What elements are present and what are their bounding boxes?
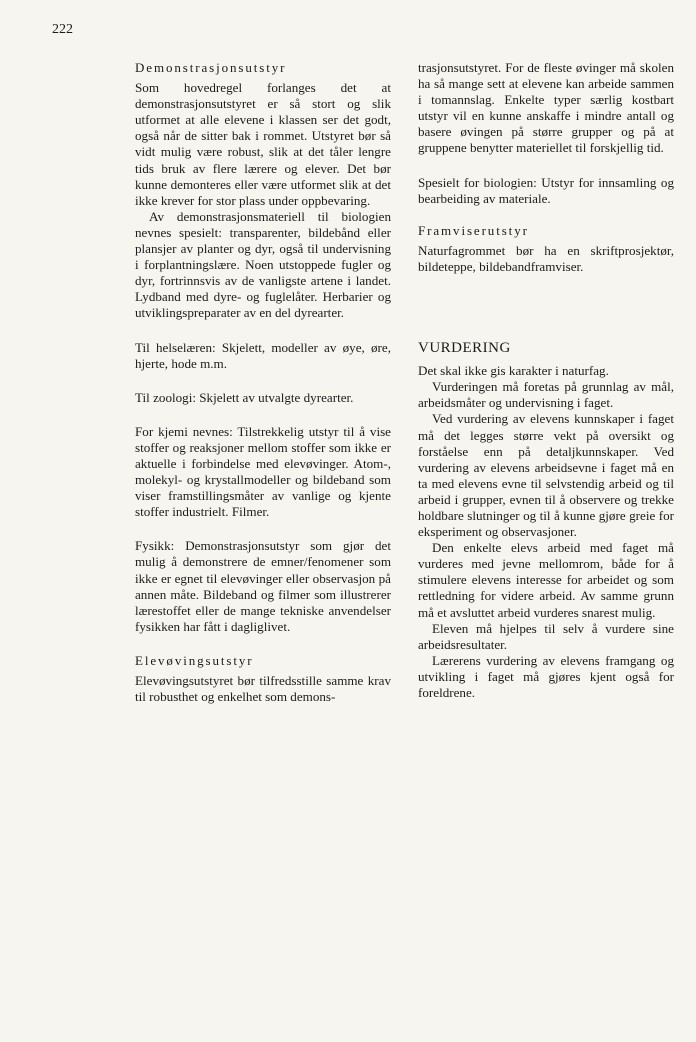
paragraph-demonstrasjon-1: Som hovedregel forlanges det at demonstrasjonsutstyret er så stort og slik utformet at alle elevene i klassen ser det godt, også når de sitter bak i rommet. Utstyret bør så vidt mulig være robust, slik at det tåler lengre tids bruk av flere lærere og elever. Det bør kunne demonteres eller være utformet slik at det ikke krever for stor plass under oppbevaring.	[135, 80, 391, 208]
right-column	[418, 60, 674, 701]
paragraph-continuation: trasjonsutstyret. For de fleste øvinger må skolen ha så mange sett at elevene kan arbeide sammen i tomannslag. Enkelte typer særlig kostbart utstyr vil en kunne anskaffe i mindre antall og basere øvingen på større grupper og på at gruppene benytter materiellet til forskjellig tid.	[418, 60, 674, 156]
paragraph-helselaeren: Til helselæren: Skjelett, modeller av øye, øre, hjerte, hode m.m.	[135, 339, 391, 371]
paragraph-biologien: Spesielt for biologien: Utstyr for innsamling og bearbeiding av materiale.	[418, 174, 674, 206]
paragraph-vurdering-2: Vurderingen må foretas på grunnlag av mål, arbeidsmåter og undervisning i faget.	[418, 379, 674, 411]
paragraph-elevovings-1: Elevøvingsutstyret bør tilfredsstille samme krav til robusthet og enkelhet som demons-	[135, 673, 391, 705]
heading-framviserutstyr: Framviserutstyr	[418, 222, 529, 238]
paragraph-vurdering-4: Den enkelte elevs arbeid med faget må vurderes med jevne mellomrom, både for å stimulere elevens interesse for arbeidet og som rettledning for videre arbeid. Av samme grunn må et avsluttet arbeid vurderes snarest mulig.	[418, 540, 674, 620]
heading-demonstrasjonsutstyr: Demonstrasjonsutstyr	[135, 60, 287, 75]
left-column	[135, 60, 391, 705]
paragraph-vurdering-6: Lærerens vurdering av elevens framgang og utvikling i faget må gjøres kjent også for foreldrene.	[418, 652, 674, 700]
heading-elevovingsutstyr: Elevøvingsutstyr	[135, 652, 254, 668]
page-number: 222	[52, 22, 73, 37]
paragraph-zoologi: Til zoologi: Skjelett av utvalgte dyrearter.	[135, 389, 354, 405]
heading-vurdering: VURDERING	[418, 340, 511, 357]
paragraph-vurdering-1: Det skal ikke gis karakter i naturfag.	[418, 363, 609, 379]
paragraph-fysikk: Fysikk: Demonstrasjonsutstyr som gjør det mulig å demonstrere de emner/fenomener som ikke er egnet til elevøvinger eller observasjon på annen måte. Bildeband og filmer som illustrerer lærestoffet eller de mange tekniske anvendelser fysikken har fått i dagliglivet.	[135, 538, 391, 634]
paragraph-vurdering-5: Eleven må hjelpes til selv å vurdere sine arbeidsresultater.	[418, 620, 674, 652]
paragraph-demonstrasjon-2: Av demonstrasjonsmateriell til biologien nevnes spesielt: transparenter, bildebånd eller plansjer av planter og dyr, også til undervisning i forplantningslære. Noen utstoppede fugler og dyr, fortrinnsvis av de vanligste artene i landet. Lydband med dyre- og fuglelåter. Herbarier og utviklingspreparater av en del dyrearter.	[135, 208, 391, 321]
paragraph-kjemi: For kjemi nevnes: Tilstrekkelig utstyr til å vise stoffer og reaksjoner mellom stoffer som ikke er aktuelle i forbindelse med elevøvinger. Atom-, molekyl- og krystallmodeller og bildeband som viser framstillingsmåter av vanlige og kjente stoffer industrielt. Filmer.	[135, 423, 391, 520]
paragraph-framviser: Naturfagrommet bør ha en skriftprosjektør, bildeteppe, bildebandframviser.	[418, 242, 674, 274]
paragraph-vurdering-3: Ved vurdering av elevens kunnskaper i faget må det legges større vekt på oversikt og forståelse enn på detaljkunnskaper. Ved vurdering av elevens arbeidsevne i faget må en ta med elevens evne til selvstendig arbeid og til arbeid i grupper, evnen til å observere og trekke holdbare slutninger og til å kunne gjøre greie for eksperiment og observasjoner.	[418, 411, 674, 540]
